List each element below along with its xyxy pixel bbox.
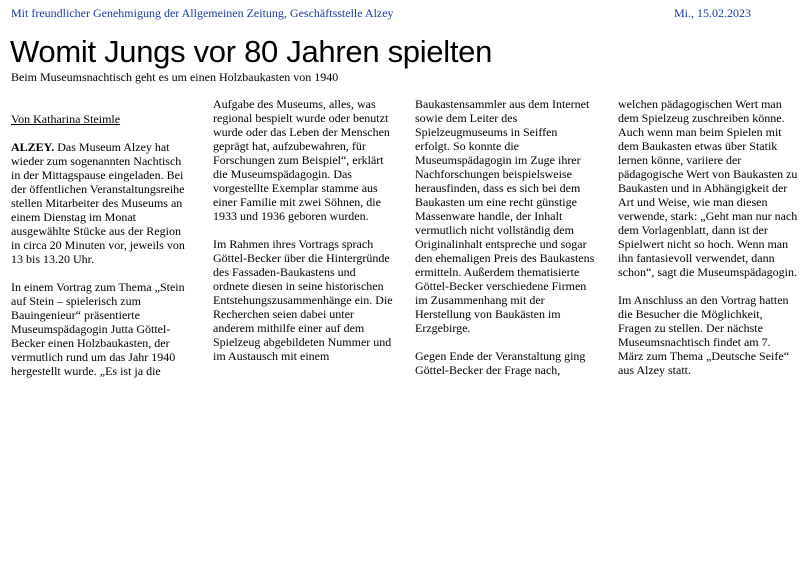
author-byline: Von Katharina Steimle (11, 112, 121, 126)
paragraph: Baukastensammler aus dem Internet sowie dem Leiter des Spielzeugmuseums in Seiffen erfolgt. So konnte die Museumspädagogin im Zuge ihrer Nachforschungen beispielsweise herausfinden, dass es sich bei dem Baukasten um eine recht günstige Massenware handle, der Inhalt vermutlich nicht vollständig dem Originalinhalt entspreche und sogar den ehemaligen Preis des Baukastens ermitteln. Außerdem thematisierte Göttel-Becker verschiedene Firmen im Zusammenhang mit der Herstellung von Baukästen im Erzgebirge. (415, 97, 595, 335)
source-line (11, 6, 789, 21)
paragraph: In einem Vortrag zum Thema „Stein auf Stein – spielerisch zum Bauingenieur“ präsentierte Museumspädagogin Jutta Göttel-Becker einen Holzbaukasten, der vermutlich rund um das Jahr 1940 hergestellt wurde. „Es ist ja die (11, 280, 185, 378)
paragraph: welchen pädagogischen Wert man dem Spielzeug zuschreiben könne. Auch wenn man beim Spielen mit dem Baukasten etwas über Statik lernen könne, variiere der pädagogische Wert von Baukasten zu Baukasten und in Abhängigkeit der Art und Weise, wie man diesen verwende, stark: „Geht man nur nach dem Vorlagenblatt, dann ist der Spielwert nicht so hoch. Wenn man ihn fantasievoll verwendet, dann schon“, sagt die Museumspädagogin. (618, 97, 798, 279)
paragraph (11, 140, 191, 266)
paragraph: Aufgabe des Museums, alles, was regional bespielt wurde oder benutzt wurde oder das Leben der Menschen geprägt hat, aufzubewahren, für Forschungen zum Beispiel“, erklärt die Museumspädagogin. Das vorgestellte Exemplar stamme aus einer Familie mit zwei Söhnen, die 1933 und 1936 geboren wurden. (213, 97, 390, 223)
article-title: Womit Jungs vor 80 Jahren spielten (10, 34, 493, 69)
paragraph-text: Das Museum Alzey hat wieder zum sogenannten Nachtisch in der Mittagspause eingeladen. Bei der öffentlichen Veranstaltungsreihe stellen Mitarbeiter des Museums an einem Dienstag im Monat ausgewählte Stücke aus der Region in circa 20 Minuten vor, jeweils von 13 bis 13.20 Uhr. (11, 140, 185, 266)
paragraph: Im Anschluss an den Vortrag hatten die Besucher die Möglichkeit, Fragen zu stellen. Der nächste Museumsnachtisch findet am 7. März zum Thema „Deutsche Seife“ aus Alzey statt. (618, 293, 790, 377)
article-column-4 (618, 97, 798, 391)
publication-date: Mi., 15.02.2023 (673, 6, 751, 20)
article-column-1 (11, 112, 191, 392)
source-credit: Mit freundlicher Genehmigung der Allgemeinen Zeitung, Geschäftsstelle Alzey (11, 6, 394, 20)
dateline: ALZEY. (11, 140, 55, 154)
paragraph: Gegen Ende der Veranstaltung ging Göttel-Becker der Frage nach, (415, 349, 586, 377)
article-subtitle: Beim Museumsnachtisch geht es um einen Holzbaukasten von 1940 (11, 70, 339, 84)
paragraph: Im Rahmen ihres Vortrags sprach Göttel-Becker über die Hintergründe des Fassaden-Baukastens und ordnete diesen in seine historischen Entstehungszusammenhänge ein. Die Recherchen seien dabei unter anderem mithilfe einer auf dem Spielzeug abgebildeten Nummer und im Austausch mit einem (213, 237, 393, 363)
article-column-3 (415, 97, 595, 391)
article-column-2 (213, 97, 393, 377)
